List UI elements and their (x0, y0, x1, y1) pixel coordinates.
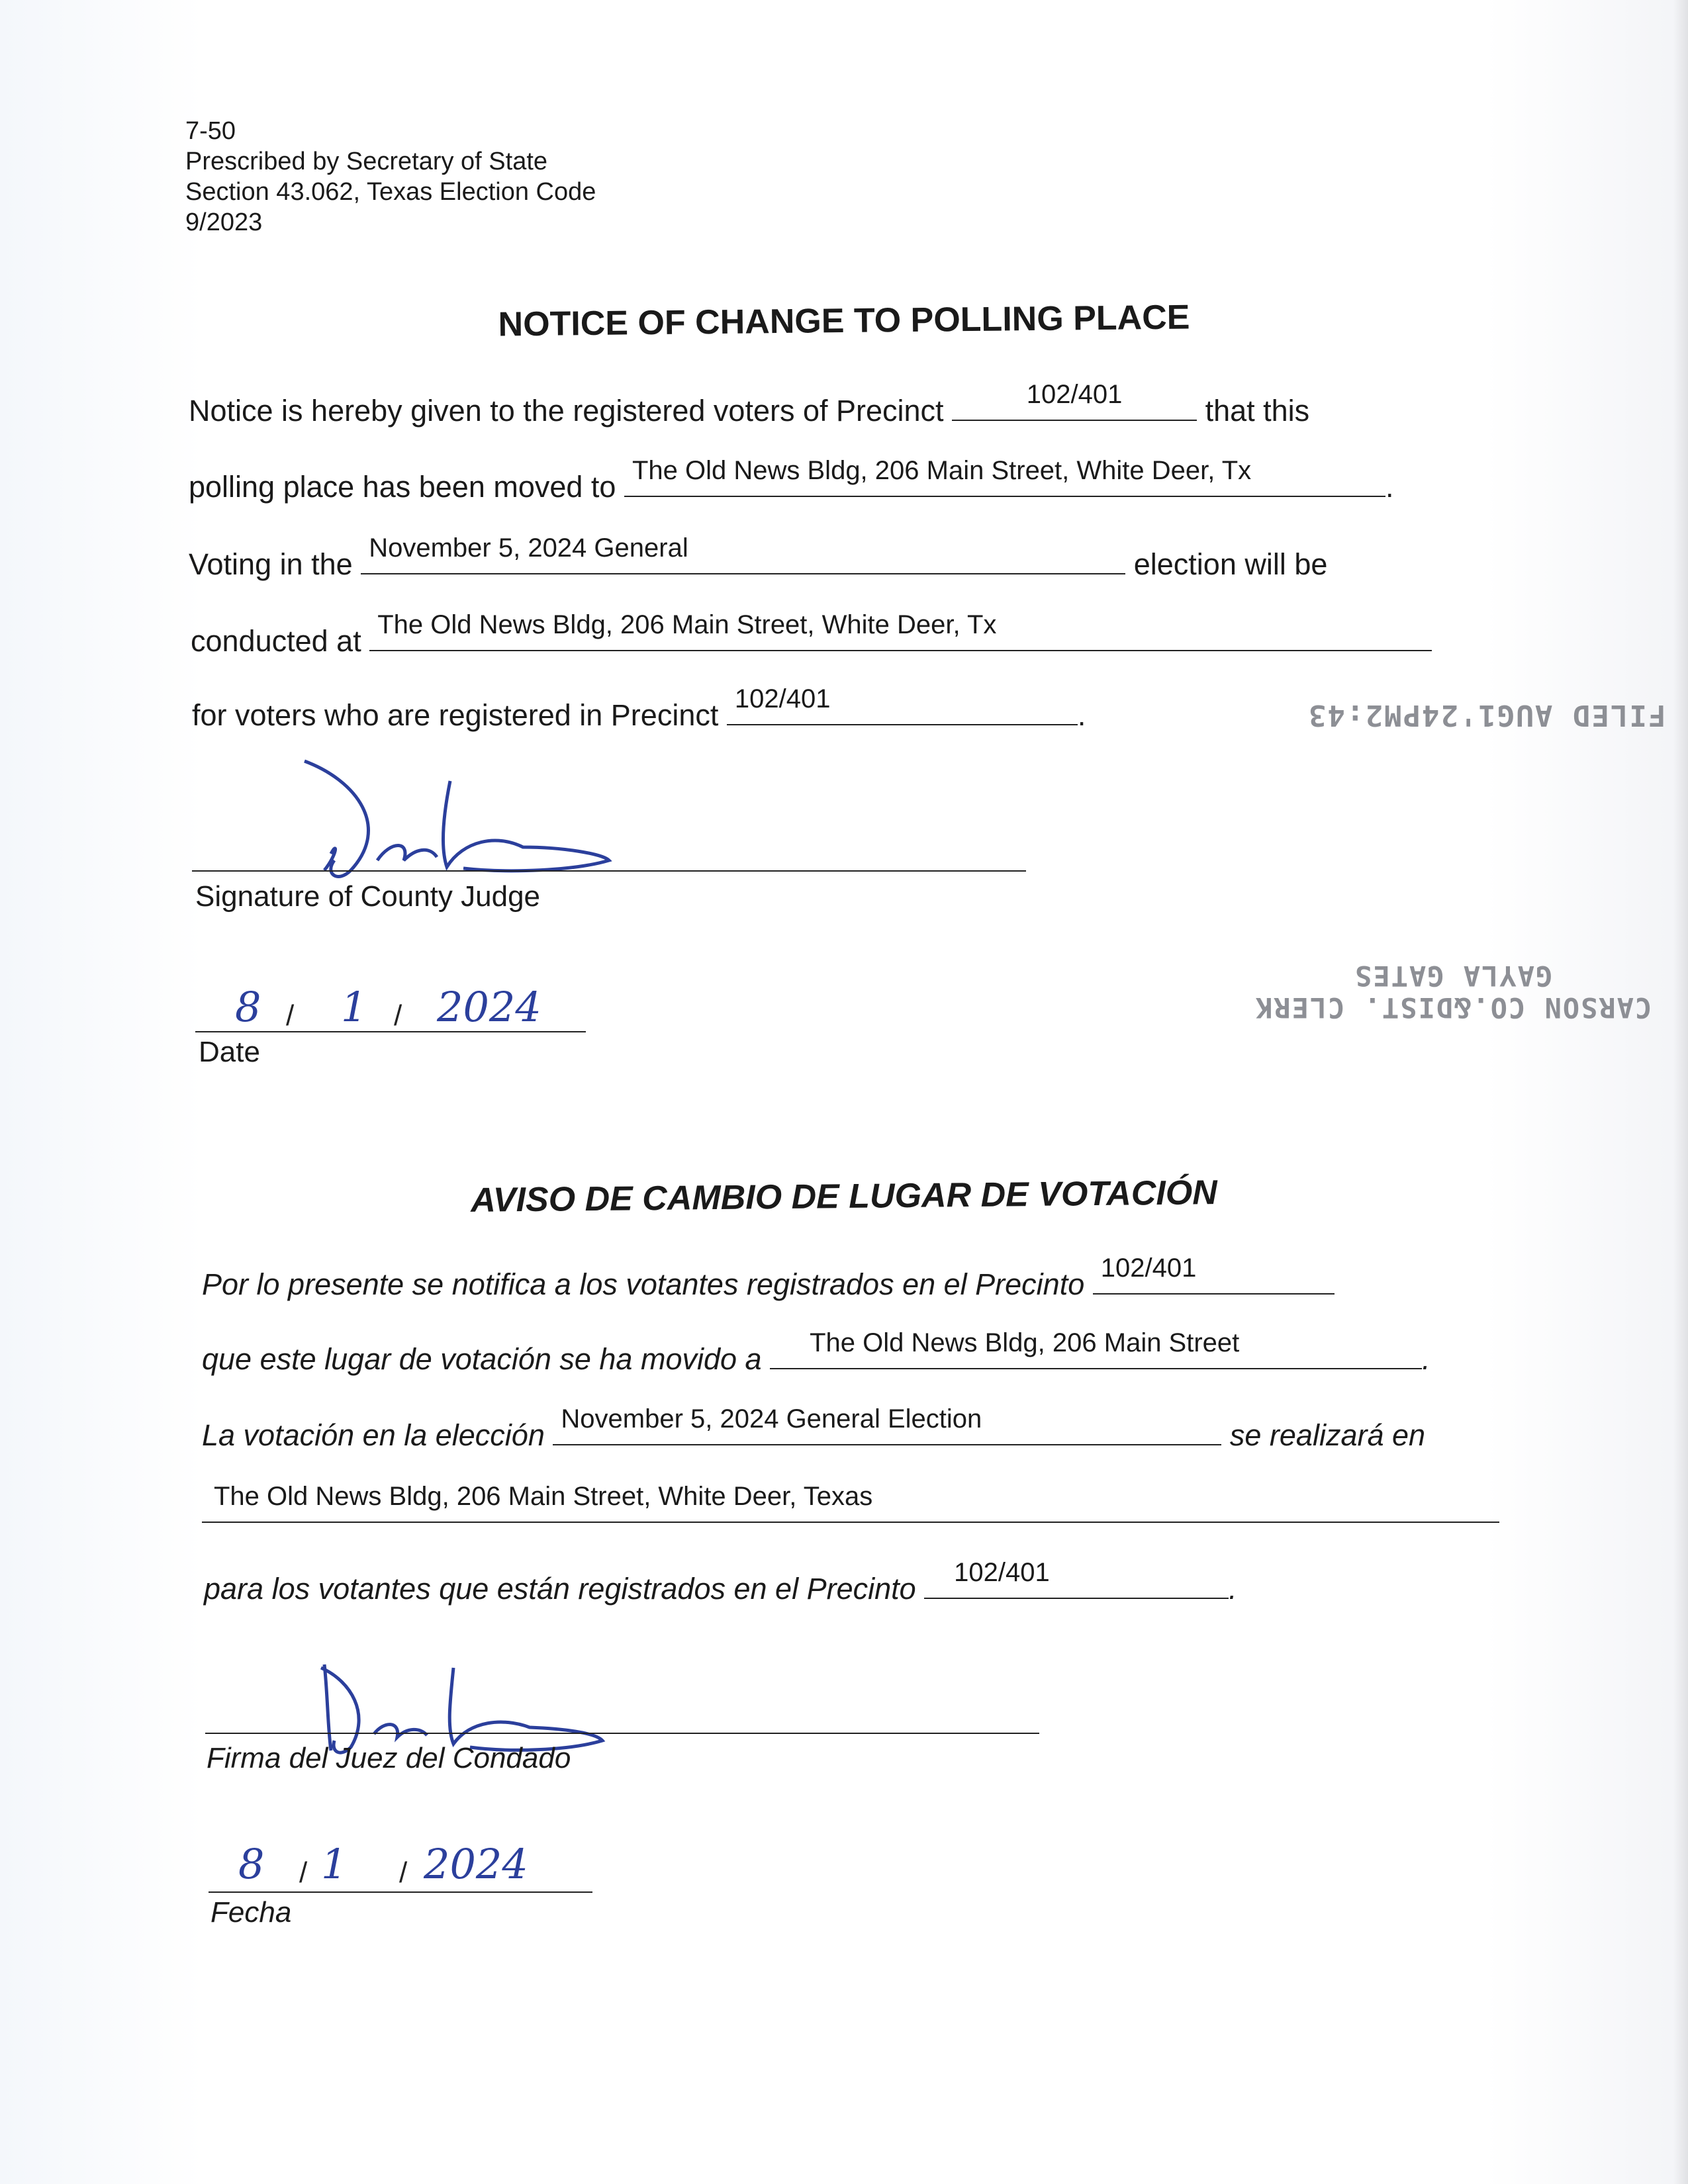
code-section: Section 43.062, Texas Election Code (185, 178, 596, 206)
county-judge-signature-english (298, 754, 629, 887)
precinto-field (1093, 1253, 1335, 1295)
signature-caption-english: Signature of County Judge (195, 880, 541, 913)
spanish-line-5-prefix: para los votantes que están registrados en el Precinto (204, 1572, 916, 1606)
election-value: November 5, 2024 General (369, 533, 688, 563)
precinct-value: 102/401 (1026, 380, 1123, 409)
spanish-line-3 (202, 1404, 1426, 1455)
clerk-name-stamp: GAYLA GATES (1354, 960, 1553, 992)
spanish-line-4 (202, 1482, 1499, 1533)
english-line-1 (189, 380, 1310, 431)
date-line-spanish (209, 1891, 592, 1893)
date-caption-english: Date (199, 1036, 260, 1068)
date-month-spanish: 8 (238, 1840, 265, 1888)
english-line-2-prefix: polling place has been moved to (189, 470, 616, 504)
date-month-english: 8 (235, 983, 261, 1031)
spanish-line-1 (202, 1253, 1335, 1304)
clerk-stamp (1254, 960, 1652, 1023)
signature-line-spanish (205, 1733, 1039, 1734)
english-line-3-prefix: Voting in the (189, 547, 353, 581)
se-realizara-en-field (202, 1482, 1499, 1523)
spanish-line-2-prefix: que este lugar de votación se ha movido a (202, 1342, 762, 1376)
filed-stamp: FILED AUG1'24PM2:43 (1307, 698, 1666, 732)
new-location-value: The Old News Bldg, 206 Main Street, White Deer, Tx (632, 456, 1252, 485)
date-slash-2-english: / (394, 999, 402, 1032)
spanish-line-3-suffix: se realizará en (1229, 1418, 1426, 1452)
english-line-5-prefix: for voters who are registered in Precinct (192, 698, 719, 732)
date-year-english: 2024 (437, 983, 541, 1031)
date-line-english (195, 1031, 586, 1032)
english-line-4-prefix: conducted at (191, 624, 361, 658)
english-line-4 (191, 610, 1432, 661)
se-realizara-en-value: The Old News Bldg, 206 Main Street, White Deer, Texas (214, 1482, 873, 1511)
date-caption-spanish: Fecha (211, 1896, 292, 1929)
spanish-title: AVISO DE CAMBIO DE LUGAR DE VOTACIÓN (470, 1173, 1218, 1220)
eleccion-field (553, 1404, 1221, 1445)
precinct-field (952, 380, 1197, 421)
english-title: NOTICE OF CHANGE TO POLLING PLACE (498, 298, 1190, 344)
election-field (361, 533, 1125, 574)
date-year-spanish: 2024 (424, 1840, 528, 1888)
signature-line-english (192, 870, 1026, 872)
date-slash-2-spanish: / (399, 1856, 408, 1889)
english-line-1-prefix: Notice is hereby given to the registered voters of Precinct (189, 394, 944, 428)
english-line-3 (189, 533, 1328, 584)
precinct-field-2 (727, 684, 1078, 725)
prescribed-by: Prescribed by Secretary of State (185, 148, 548, 175)
precinto-value: 102/401 (1100, 1253, 1197, 1283)
conducted-at-value: The Old News Bldg, 206 Main Street, White Deer, Tx (377, 610, 997, 639)
english-line-1-suffix: that this (1205, 394, 1310, 428)
date-day-spanish: 1 (321, 1840, 348, 1888)
signature-caption-spanish: Firma del Juez del Condado (207, 1742, 571, 1774)
date-slash-1-spanish: / (299, 1856, 308, 1889)
eleccion-value: November 5, 2024 General Election (561, 1404, 982, 1433)
date-slash-1-english: / (286, 999, 295, 1032)
clerk-office-stamp: CARSON CO.&DIST. CLERK (1254, 991, 1652, 1024)
conducted-at-field (369, 610, 1432, 651)
spanish-line-3-prefix: La votación en la elección (202, 1418, 545, 1452)
english-line-5: for voters who are registered in Precinct 102/401 . (192, 688, 1086, 735)
english-line-2: polling place has been moved to The Old News Bldg, 206 Main Street, White Deer, Tx . (189, 460, 1393, 507)
spanish-line-2: que este lugar de votación se ha movido a The Old News Bldg, 206 Main Street . (202, 1332, 1430, 1379)
precinct-value-2: 102/401 (734, 684, 831, 713)
spanish-line-1-prefix: Por lo presente se notifica a los votantes registrados en el Precinto (202, 1267, 1085, 1301)
nuevo-lugar-field (770, 1328, 1422, 1369)
precinto-value-2: 102/401 (954, 1558, 1050, 1587)
form-revision: 9/2023 (185, 208, 263, 236)
spanish-line-5: para los votantes que están registrados en el Precinto 102/401 . (204, 1562, 1237, 1609)
nuevo-lugar-value: The Old News Bldg, 206 Main Street (810, 1328, 1240, 1357)
form-number: 7-50 (185, 117, 236, 145)
english-line-3-suffix: election will be (1133, 547, 1328, 581)
precinto-field-2 (924, 1558, 1229, 1599)
date-day-english: 1 (341, 983, 367, 1031)
form-header (185, 116, 596, 238)
